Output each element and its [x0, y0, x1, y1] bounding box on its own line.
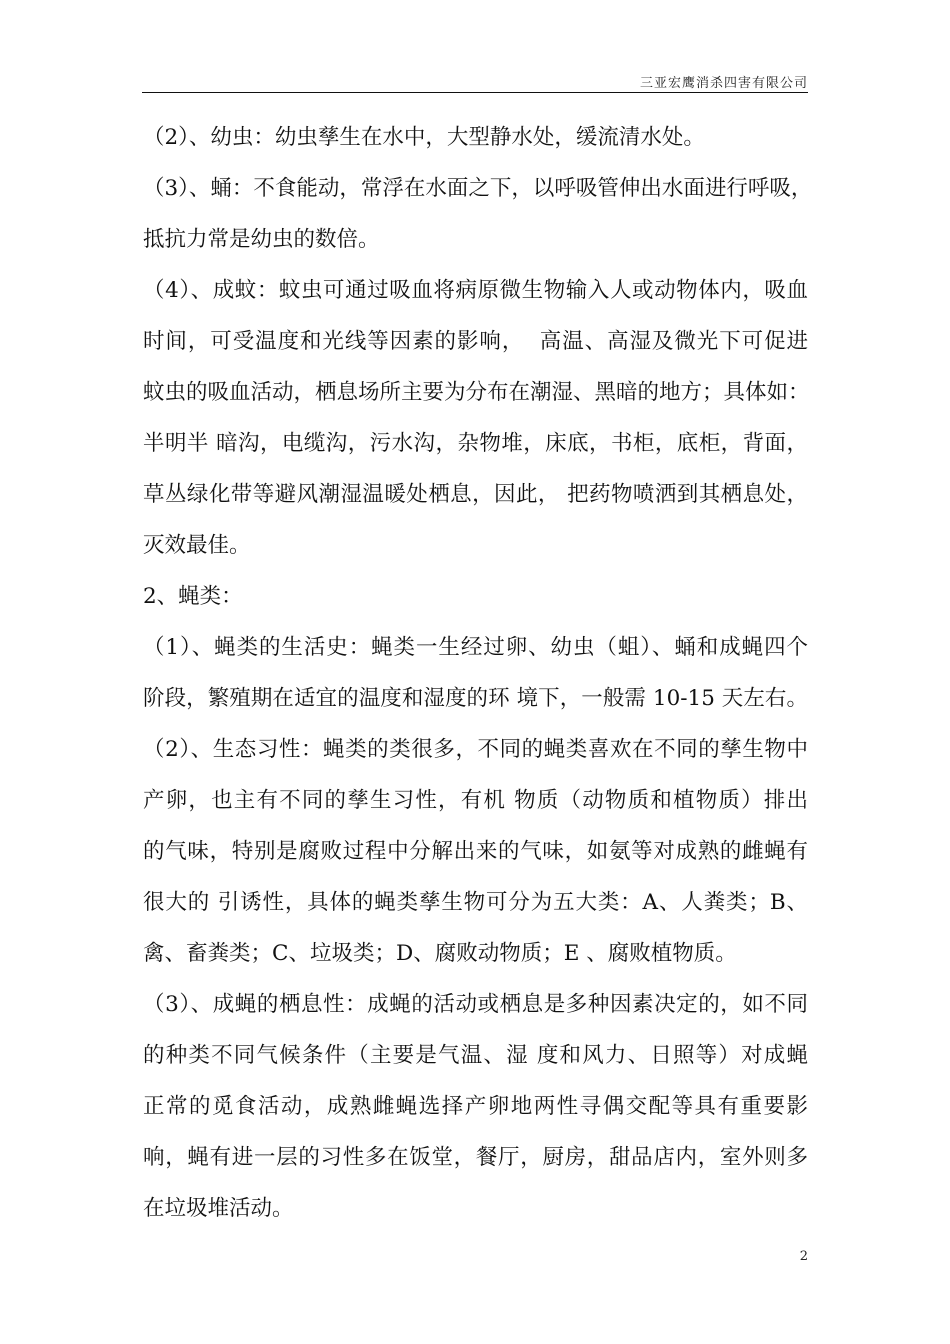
body-line: 时间，可受温度和光线等因素的影响， 高温、高湿及微光下可促进 [143, 329, 808, 354]
body-line: 响，蝇有进一层的习性多在饭堂，餐厅，厨房，甜品店内，室外则多 [143, 1145, 808, 1170]
body-line: 的气味，特别是腐败过程中分解出来的气味，如氨等对成熟的雌蝇有 [143, 839, 808, 864]
body-line: （3）、蛹：不食能动，常浮在水面之下，以呼吸管伸出水面进行呼吸， [143, 176, 813, 201]
body-line: 禽、畜粪类；C、垃圾类；D、腐败动物质；E 、腐败植物质。 [143, 941, 737, 966]
body-line: 抵抗力常是幼虫的数倍。 [143, 227, 380, 252]
body-line: 产卵，也主有不同的孳生习性，有机 物质（动物质和植物质）排出 [143, 788, 808, 813]
page-number: 2 [799, 1249, 808, 1264]
body-line: 阶段，繁殖期在适宜的温度和湿度的环 境下，一般需 10-15 天左右。 [143, 686, 808, 711]
body-line: 草丛绿化带等避风潮湿温暖处栖息，因此， 把药物喷洒到其栖息处， [143, 482, 808, 507]
body-line: 灭效最佳。 [143, 533, 251, 558]
body-line: 蚊虫的吸血活动，栖息场所主要为分布在潮湿、黑暗的地方；具体如： [143, 380, 810, 405]
body-line: 半明半 暗沟，电缆沟，污水沟，杂物堆，床底，书柜，底柜，背面， [143, 431, 808, 456]
body-line: 正常的觅食活动，成熟雌蝇选择产卵地两性寻偶交配等具有重要影 [143, 1094, 808, 1119]
body-text [143, 118, 813, 1240]
header-divider [142, 92, 808, 93]
body-line: （3）、成蝇的栖息性：成蝇的活动或栖息是多种因素决定的，如不同 [143, 992, 808, 1017]
body-line: 的种类不同气候条件（主要是气温、湿 度和风力、日照等）对成蝇 [143, 1043, 808, 1068]
body-line: （2）、生态习性：蝇类的类很多，不同的蝇类喜欢在不同的孳生物中 [143, 737, 808, 762]
body-line: 很大的 引诱性，具体的蝇类孳生物可分为五大类：A、人粪类；B、 [143, 890, 808, 915]
body-line: （4）、成蚊：蚊虫可通过吸血将病原微生物输入人或动物体内，吸血 [143, 278, 808, 303]
body-line: （1）、蝇类的生活史：蝇类一生经过卵、幼虫（蛆）、蛹和成蝇四个 [143, 635, 808, 660]
body-line: （2）、幼虫：幼虫孳生在水中，大型静水处，缓流清水处。 [143, 125, 705, 150]
body-line: 2、蝇类： [143, 584, 243, 609]
header-company-name: 三亚宏鹰消杀四害有限公司 [639, 76, 808, 91]
body-line: 在垃圾堆活动。 [143, 1196, 294, 1221]
